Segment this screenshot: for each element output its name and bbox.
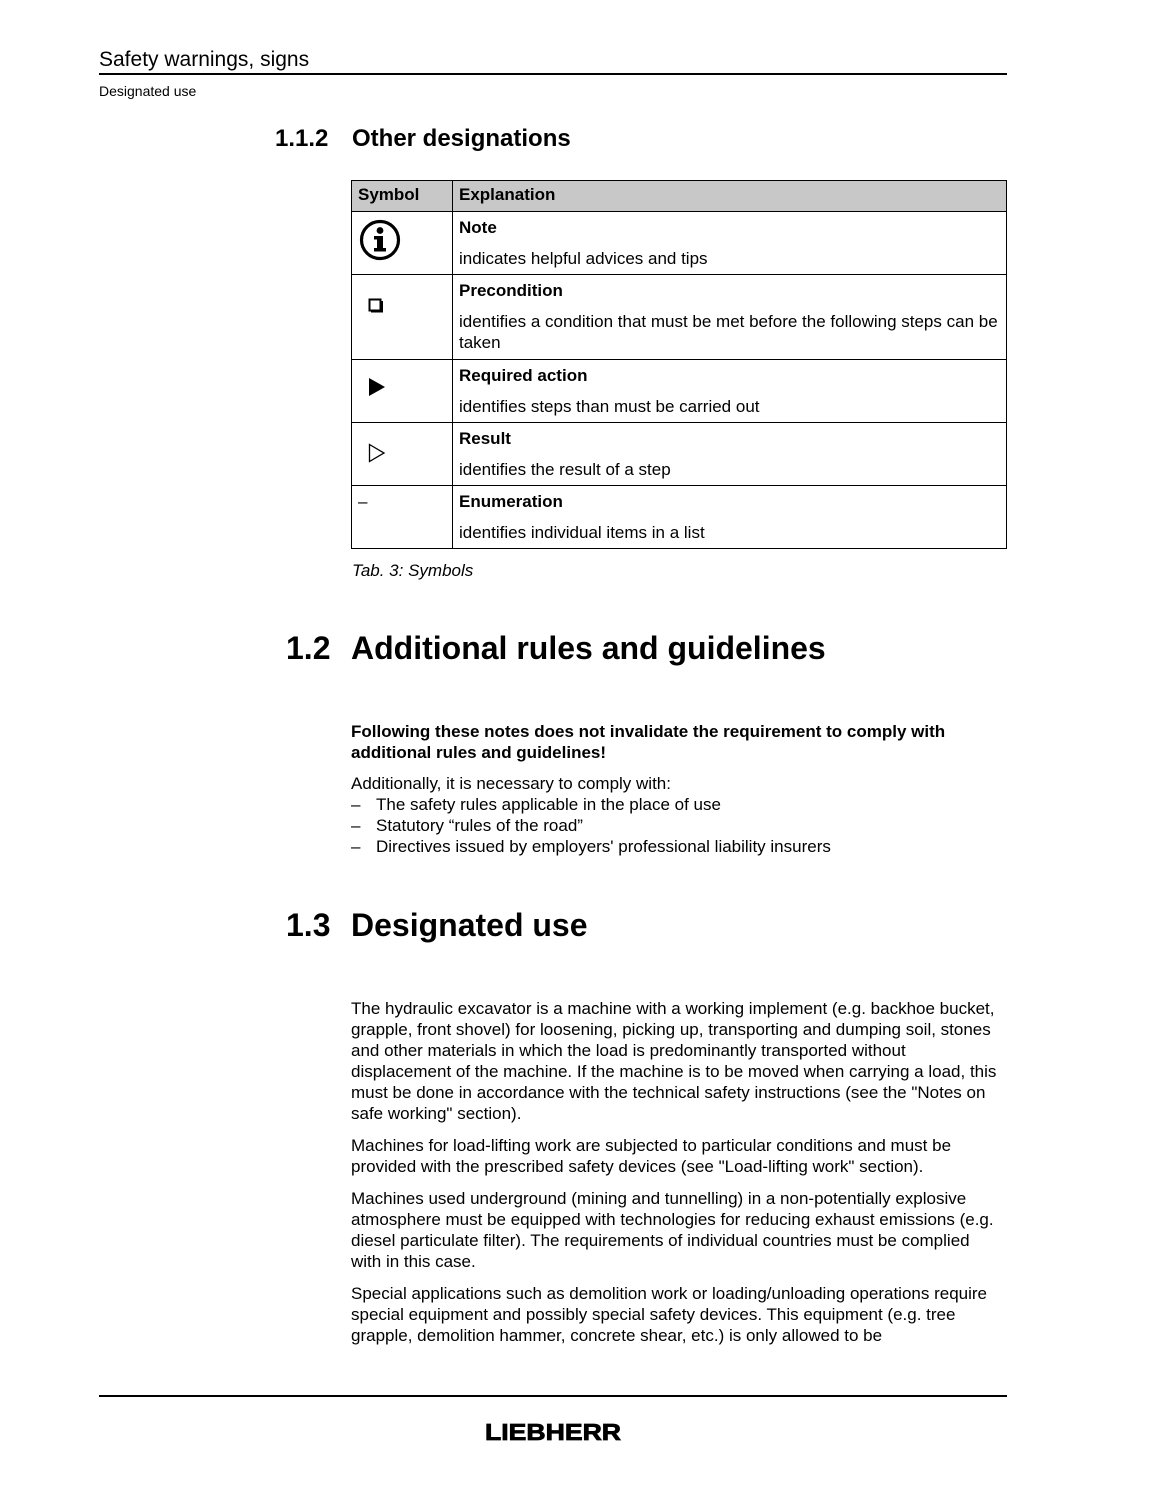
dash-bullet: – xyxy=(351,816,361,835)
symbol-cell xyxy=(352,360,453,423)
table-row xyxy=(352,360,1007,423)
section-number: 1.1.2 xyxy=(275,125,329,152)
explanation-cell xyxy=(453,423,1007,486)
list-item-text: Directives issued by employers' professional liability insurers xyxy=(376,837,831,856)
symbol-description: identifies individual items in a list xyxy=(459,523,705,542)
section-number: 1.3 xyxy=(286,907,331,943)
info-icon xyxy=(359,219,401,261)
list-item-text: Statutory “rules of the road” xyxy=(376,816,583,835)
footer-rule xyxy=(99,1395,1007,1397)
intro-text: Additionally, it is necessary to comply with: xyxy=(351,774,671,793)
table-row xyxy=(352,423,1007,486)
symbol-title: Required action xyxy=(459,366,588,385)
paragraph: Special applications such as demolition work or loading/unloading operations require special equipment and possibly special safety devices. This equipment (e.g. tree grapple, demolition hammer, concrete shear, etc.) is only allowed to be xyxy=(351,1284,987,1345)
explanation-cell xyxy=(453,212,1007,275)
running-header-subtitle: Designated use xyxy=(99,83,197,99)
symbols-table xyxy=(351,180,1007,549)
rules-list xyxy=(351,794,1011,857)
symbol-title: Precondition xyxy=(459,281,563,300)
paragraph: Machines used underground (mining and tunnelling) in a non-potentially explosive atmosphere must be equipped with technologies for reducing exhaust emissions (e.g. diesel particulate filter). The requirements of individual countries must be complied with in this case. xyxy=(351,1189,994,1271)
symbol-description: indicates helpful advices and tips xyxy=(459,249,708,268)
symbol-cell xyxy=(352,212,453,275)
explanation-cell xyxy=(453,360,1007,423)
outline-triangle-icon xyxy=(368,443,386,463)
symbol-cell xyxy=(352,423,453,486)
list-item xyxy=(351,794,1011,815)
list-item-text: The safety rules applicable in the place of use xyxy=(376,795,721,814)
section-heading-1-1-2 xyxy=(275,125,875,155)
symbol-description: identifies a condition that must be met before the following steps can be taken xyxy=(459,312,998,352)
dash-bullet: – xyxy=(351,795,361,814)
liebherr-logo xyxy=(484,1421,622,1443)
symbol-description: identifies steps than must be carried out xyxy=(459,397,760,416)
logo-text: LIEBHERR xyxy=(485,1421,622,1443)
checkbox-icon xyxy=(368,298,384,314)
list-item xyxy=(351,836,1011,857)
designated-use-body xyxy=(351,998,1003,1357)
paragraph: Machines for load-lifting work are subjected to particular conditions and must be provided with the prescribed safety devices (see "Load-lifting work" section). xyxy=(351,1136,952,1176)
symbol-title: Result xyxy=(459,429,511,448)
table-row xyxy=(352,275,1007,360)
dash-icon: – xyxy=(358,492,368,511)
symbol-cell xyxy=(352,486,453,549)
table-row xyxy=(352,212,1007,275)
symbol-title: Note xyxy=(459,218,497,237)
section-title: Additional rules and guidelines xyxy=(351,630,826,666)
dash-bullet: – xyxy=(351,837,361,856)
list-item xyxy=(351,815,1011,836)
explanation-cell xyxy=(453,486,1007,549)
table-row xyxy=(352,486,1007,549)
filled-triangle-icon xyxy=(368,377,386,397)
explanation-cell xyxy=(453,275,1007,360)
running-header-title: Safety warnings, signs xyxy=(99,48,310,71)
symbol-cell xyxy=(352,275,453,360)
section-title: Designated use xyxy=(351,907,588,943)
bold-note: Following these notes does not invalidate the requirement to comply with additional rules and guidelines! xyxy=(351,722,946,762)
symbol-title: Enumeration xyxy=(459,492,563,511)
section-heading-1-2 xyxy=(286,630,986,670)
section-title: Other designations xyxy=(352,125,571,152)
column-header-explanation: Explanation xyxy=(453,181,1007,212)
column-header-symbol: Symbol xyxy=(352,181,453,212)
table-header-row xyxy=(352,181,1007,212)
symbol-description: identifies the result of a step xyxy=(459,460,671,479)
header-rule xyxy=(99,73,1007,75)
table-caption: Tab. 3: Symbols xyxy=(352,561,474,580)
paragraph: The hydraulic excavator is a machine with a working implement (e.g. backhoe bucket, grapple, front shovel) for loosening, picking up, transporting and dumping soil, stones and other materials in which the load is predominantly transported without displacement of the machine. If the machine is to be moved when carrying a load, this must be done in accordance with the technical safety instructions (see the "Notes on safe working" section). xyxy=(351,999,997,1123)
section-heading-1-3 xyxy=(286,907,986,947)
section-number: 1.2 xyxy=(286,630,331,666)
